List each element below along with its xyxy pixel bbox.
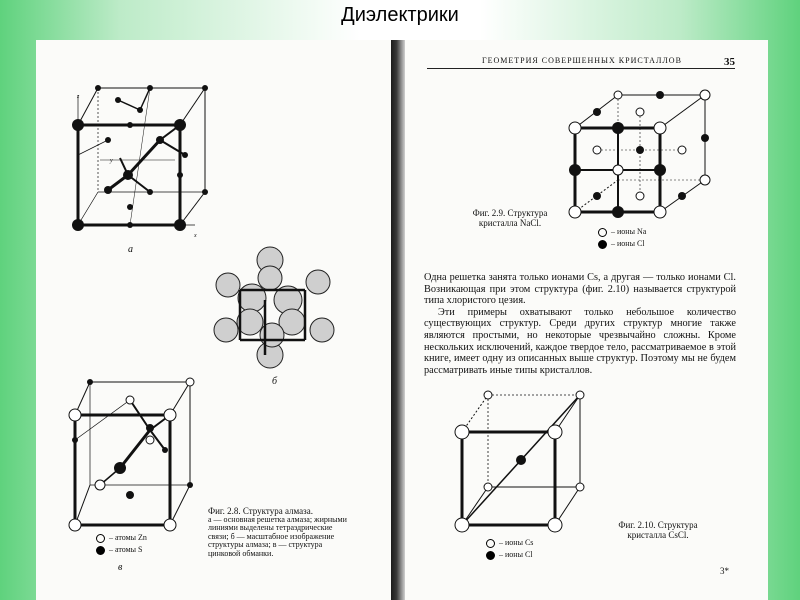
fig210-caption: Фиг. 2.10. Структура кристалла CsCl. — [618, 520, 698, 540]
filled-circle-icon — [96, 546, 105, 555]
fig29-caption: Фиг. 2.9. Структура кристалла NaCl. — [472, 208, 548, 228]
cscl-legend: – ионы Cs – ионы Cl — [486, 537, 533, 561]
filled-circle-icon — [598, 240, 607, 249]
zinc-blende-legend: – атомы Zn – атомы S — [96, 532, 147, 556]
figure-label-a: а — [128, 244, 133, 255]
signature-mark: 3* — [720, 566, 729, 576]
figure-label-v: в — [118, 562, 123, 573]
axis-z-label: z — [77, 94, 80, 100]
open-circle-icon — [598, 228, 607, 237]
diamond-lattice-figure-a — [72, 85, 208, 231]
fig28-caption: Фиг. 2.8. Структура алмаза. а — основная решетка алмаза; жирными линиями выделены тетраэдрические связи; б — масштабное изображение структуры алмаза; в — структура цинковой обманки. — [208, 506, 347, 558]
body-text: Одна решетка занята только ионами Cs, а другая — только ионами Cl. Возникающая при этом структура (фиг. 2.10) называется структурой типа хлористого цезия. Эти примеры охватывают только небольшое количество существующих структур. Среди других структур многие также являются простыми, но некоторые чрезвычайно сложны. Кроме нескольких исключений, каждое твердое тело, рассматриваемое в этой книге, имеет одну из описанных выше структур. Поэтому мы не будем рассматривать иные типы кристаллов. — [424, 272, 736, 376]
nacl-structure-figure — [569, 90, 710, 218]
filled-circle-icon — [486, 551, 495, 560]
header-rule — [427, 68, 735, 69]
slide-title: Диэлектрики — [341, 4, 459, 26]
open-circle-icon — [486, 539, 495, 548]
page-number: 35 — [724, 56, 735, 68]
figure-label-b: б — [272, 376, 278, 387]
cscl-structure-figure — [455, 391, 584, 532]
diamond-sphere-model-b — [214, 247, 334, 368]
open-circle-icon — [96, 534, 105, 543]
running-header: ГЕОМЕТРИЯ СОВЕРШЕННЫХ КРИСТАЛЛОВ — [482, 56, 682, 65]
axis-y-label: y — [110, 158, 113, 164]
zinc-blende-figure-v — [69, 378, 194, 531]
nacl-legend: – ионы Na – ионы Cl — [598, 226, 646, 250]
axis-x-label: x — [194, 233, 197, 239]
